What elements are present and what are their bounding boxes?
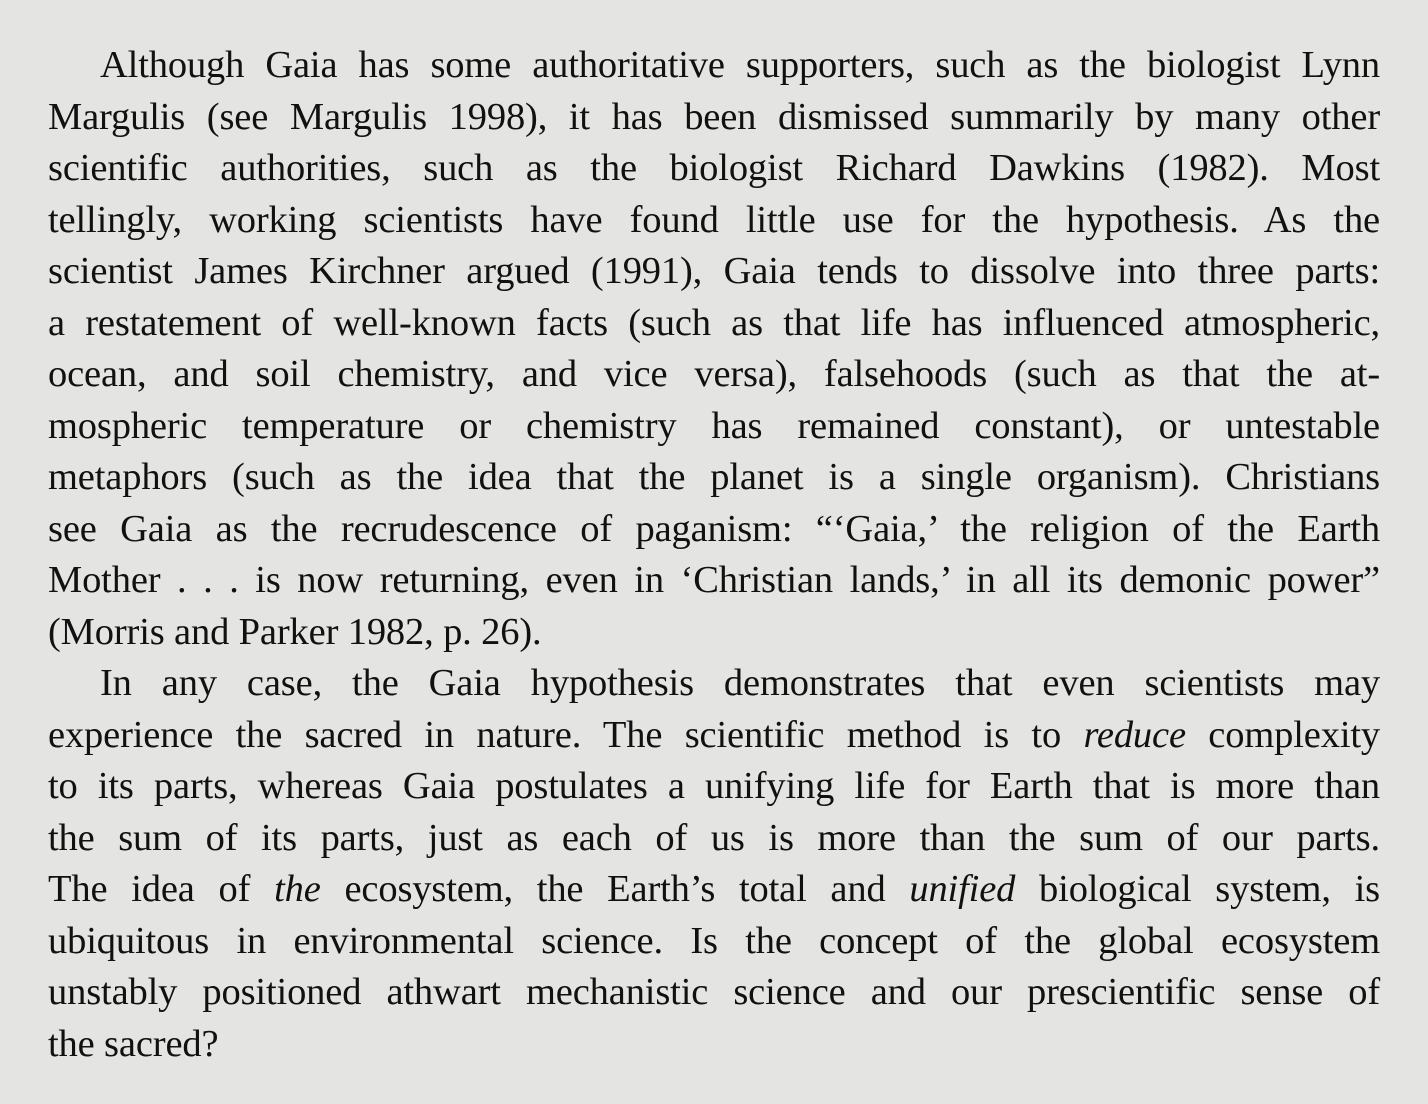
text-run: Mother . . . is now returning, even in ‘Christian lands,’ in all its demonic power”: [48, 559, 1380, 601]
text-run: ecosystem, the Earth’s total and: [320, 868, 910, 910]
text-run: ocean, and soil chemistry, and vice versa), falsehoods (such as that the at-: [48, 353, 1380, 395]
text-line: [48, 607, 1380, 659]
text-run: a restatement of well-known facts (such as that life has influenced atmospheric,: [48, 301, 1380, 344]
italic-text-run: the: [274, 868, 321, 910]
text-line: [48, 710, 1380, 762]
text-line: [48, 246, 1380, 298]
text-run: ubiquitous in environmental science. Is the concept of the global ecosystem: [48, 919, 1380, 962]
text-run: Margulis (see Margulis 1998), it has been dismissed summarily by many other: [48, 95, 1380, 138]
text-run: In any case, the Gaia hypothesis demonstrates that even scientists may: [100, 662, 1380, 704]
paragraph-1: [48, 40, 1380, 658]
text-line: [48, 40, 1380, 92]
text-run: metaphors (such as the idea that the planet is a single organism). Christians: [48, 456, 1380, 498]
text-line: [48, 298, 1380, 350]
text-run: tellingly, working scientists have found little use for the hypothesis. As the: [48, 198, 1380, 241]
paragraph-2: [48, 658, 1380, 1070]
text-run: see Gaia as the recrudescence of paganism: “‘Gaia,’ the religion of the Earth: [48, 507, 1380, 550]
text-line: [48, 813, 1380, 865]
text-run: unstably positioned athwart mechanistic science and our prescientific sense of: [48, 971, 1380, 1013]
text-run: complexity: [1185, 713, 1381, 756]
text-run: The idea of: [48, 868, 275, 910]
text-line: [48, 92, 1380, 144]
text-line: [48, 967, 1380, 1019]
text-run: Although Gaia has some authoritative supporters, such as the biologist Lynn: [100, 44, 1380, 86]
text-line: [48, 555, 1380, 607]
text-run: (Morris and Parker 1982, p. 26).: [48, 610, 542, 653]
italic-text-run: unified: [909, 868, 1016, 910]
text-run: mospheric temperature or chemistry has remained constant), or untestable: [48, 404, 1380, 447]
text-run: experience the sacred in nature. The scientific method is to: [48, 713, 1084, 756]
text-line: [48, 401, 1380, 453]
text-run: scientist James Kirchner argued (1991), Gaia tends to dissolve into three parts:: [48, 250, 1380, 292]
text-run: to its parts, whereas Gaia postulates a unifying life for Earth that is more than: [48, 765, 1380, 807]
text-line: [48, 452, 1380, 504]
text-line: [48, 658, 1380, 710]
italic-text-run: reduce: [1083, 713, 1186, 756]
text-line: [48, 761, 1380, 813]
text-run: scientific authorities, such as the biologist Richard Dawkins (1982). Most: [48, 147, 1380, 189]
text-line: [48, 143, 1380, 195]
text-run: biological system, is: [1015, 868, 1380, 910]
text-line: [48, 1019, 1380, 1071]
text-run: the sacred?: [48, 1022, 219, 1065]
text-line: [48, 195, 1380, 247]
text-line: [48, 349, 1380, 401]
text-line: [48, 504, 1380, 556]
text-line: [48, 916, 1380, 968]
text-run: the sum of its parts, just as each of us is more than the sum of our parts.: [48, 816, 1380, 859]
text-line: [48, 864, 1380, 916]
